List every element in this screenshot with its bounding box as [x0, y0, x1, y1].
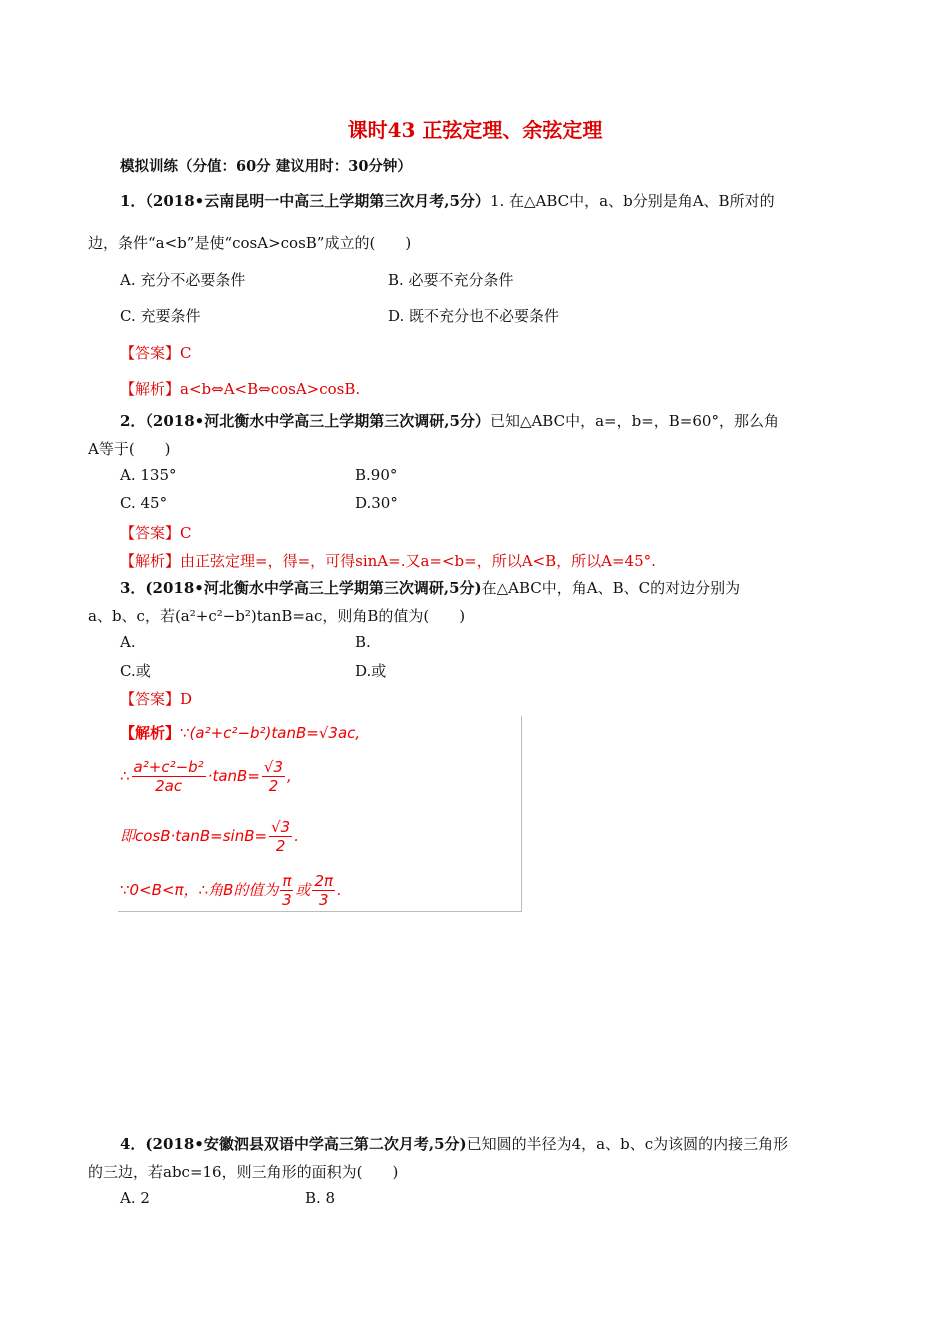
q2-answer-value: C: [180, 524, 192, 542]
q2-stem-line2: A等于( ): [88, 440, 171, 458]
q4-option-b: B. 8: [305, 1189, 336, 1207]
q1-analysis-label: 【解析】: [120, 380, 181, 398]
q3-solution-line3-prefix: 即cosB·tanB=sinB=: [120, 827, 268, 845]
q1-analysis: [120, 378, 360, 399]
q3-solution-fraction-2-num: √3: [263, 758, 284, 776]
q1-analysis-text: a<b⇔A<B⇔cosA>cosB.: [180, 380, 361, 398]
q1-option-d: D. 既不充分也不必要条件: [388, 307, 560, 325]
q3-answer: [120, 688, 192, 709]
q2-option-a: A. 135°: [120, 466, 177, 484]
q3-solution-fraction-4-den: 3: [282, 891, 292, 909]
q2-option-c: C. 45°: [120, 494, 168, 512]
q1-answer-value: C: [180, 344, 192, 362]
q3-stem-line1: 在△ABC中，角A、B、C的对边分别为: [481, 579, 741, 597]
q3-solution-line4-prefix: ∵0<B<π，∴角B的值为: [120, 881, 279, 899]
q3-stem-line2: a、b、c，若(a²+c²−b²)tanB=ac，则角B的值为( ): [88, 607, 466, 625]
q3-solution-fraction-5-den: 3: [318, 891, 329, 909]
q3-solution-fraction-1-den: 2ac: [155, 777, 183, 795]
q3-solution-label: 【解析】: [120, 724, 181, 742]
q2-analysis-label: 【解析】: [120, 552, 181, 570]
q1-stem-line1: 1. 在△ABC中，a、b分别是角A、B所对的: [489, 192, 775, 210]
q1-stem-line2: 边，条件“a<b”是使“cosA>cosB”成立的( ): [88, 234, 412, 252]
q3-solution-fraction-3-den: 2: [275, 837, 286, 855]
q2-analysis: [120, 550, 656, 571]
q2-answer-label: 【答案】: [120, 524, 181, 542]
q2-analysis-text: 由正弦定理=，得=，可得sinA=.又a=<b=，所以A<B，所以A=45°.: [180, 552, 656, 570]
q3-solution-line3: [120, 818, 299, 855]
q4-source: 4．(2018•安徽泗县双语中学高三第二次月考,5分): [120, 1135, 467, 1153]
q3-solution-line1: [120, 722, 360, 743]
q3-solution-fraction-4-num: π: [282, 872, 292, 890]
q1-answer: [120, 342, 192, 363]
q3-solution-fraction-5-num: 2π: [314, 872, 334, 890]
question-3: [120, 577, 740, 598]
q3-option-c: C.或: [120, 662, 151, 680]
q3-solution-fraction-2: [262, 758, 285, 795]
exercise-info: 模拟训练（分值：60分 建议用时：30分钟）: [120, 158, 412, 175]
q1-option-b: B. 必要不充分条件: [388, 271, 514, 289]
q3-solution-fraction-1-num: a²+c²−b²: [133, 758, 204, 776]
q3-solution-line4-or: 或: [295, 881, 311, 899]
q3-option-b: B.: [355, 633, 371, 651]
q3-solution-fraction-3-num: √3: [271, 818, 291, 836]
q4-stem-line1: 已知圆的半径为4，a、b、c为该圆的内接三角形: [466, 1135, 789, 1153]
q3-option-a: A.: [120, 633, 136, 651]
q3-solution-line4-end: .: [337, 881, 342, 899]
q1-source: 1．（2018•云南昆明一中高三上学期第三次月考,5分）: [120, 192, 490, 210]
question-4: [120, 1133, 788, 1154]
q2-option-b: B.90°: [355, 466, 398, 484]
q2-option-d: D.30°: [355, 494, 398, 512]
question-2: [120, 410, 779, 431]
q3-answer-value: D: [180, 690, 193, 708]
q3-solution-fraction-2-den: 2: [268, 777, 279, 795]
q2-answer: [120, 522, 192, 543]
q3-solution-line2-end: ,: [287, 767, 292, 785]
page-title: 课时43 正弦定理、余弦定理: [347, 118, 603, 142]
q3-solution-fraction-1: [132, 758, 206, 795]
q3-solution-line3-end: .: [294, 827, 299, 845]
q1-option-a: A. 充分不必要条件: [120, 271, 246, 289]
q3-solution-fraction-3: [269, 818, 292, 855]
q3-solution-line2: [120, 758, 292, 795]
q4-option-a: A. 2: [120, 1189, 150, 1207]
q2-source: 2．（2018•河北衡水中学高三上学期第三次调研,5分）: [120, 412, 490, 430]
q1-answer-label: 【答案】: [120, 344, 181, 362]
q1-option-c: C. 充要条件: [120, 307, 201, 325]
q4-stem-line2: 的三边，若abc=16，则三角形的面积为( ): [88, 1163, 399, 1181]
q3-source: 3．(2018•河北衡水中学高三上学期第三次调研,5分): [120, 579, 482, 597]
question-1: [120, 190, 775, 211]
q3-solution-fraction-5: [312, 872, 335, 909]
q3-answer-label: 【答案】: [120, 690, 181, 708]
q3-solution-image: [118, 716, 522, 912]
q3-solution-line2-prefix: ∴: [120, 767, 130, 785]
q3-solution-line2-mid: ·tanB=: [207, 767, 260, 785]
q3-solution-fraction-4: [280, 872, 293, 909]
q3-solution-line4: [120, 872, 342, 909]
q2-stem-line1: 已知△ABC中，a=，b=，B=60°，那么角: [489, 412, 779, 430]
q3-solution-line1-text: ∵(a²+c²−b²)tanB=√3ac,: [180, 724, 361, 742]
q3-option-d: D.或: [355, 662, 387, 680]
